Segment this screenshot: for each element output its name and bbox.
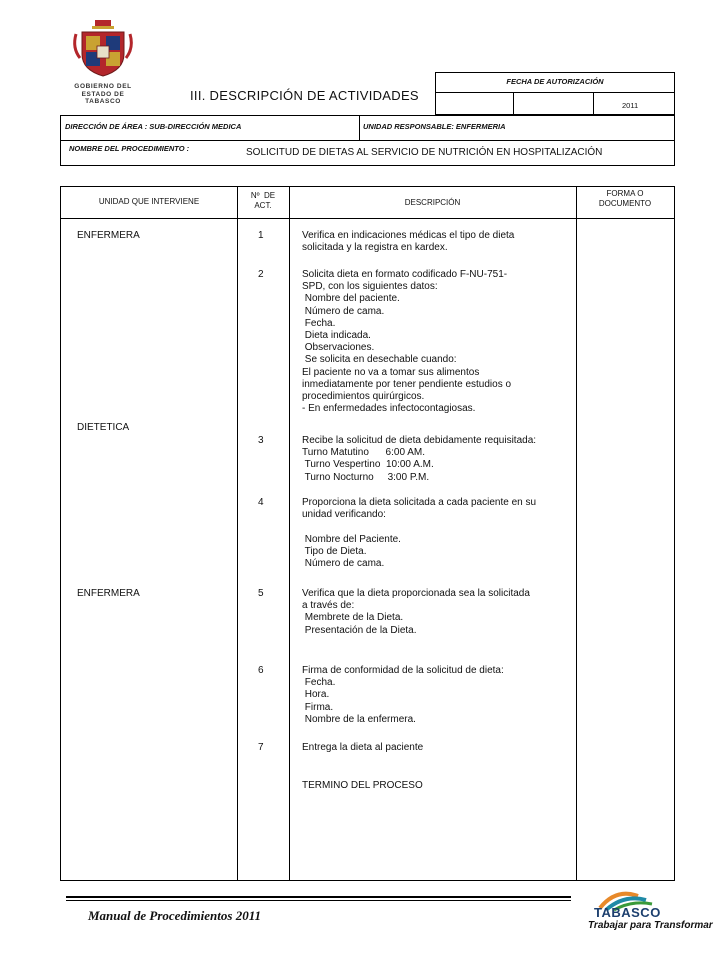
brand-slogan: Trabajar para Transformar bbox=[588, 920, 713, 931]
col-header-num: Nº DE ACT. bbox=[250, 191, 276, 210]
activity-description: Firma de conformidad de la solicitud de dieta: Fecha. Hora. Firma. Nombre de la enfermera. bbox=[302, 665, 504, 725]
manual-title: Manual de Procedimientos 2011 bbox=[88, 908, 261, 923]
activity-description: Verifica en indicaciones médicas el tipo de dieta solicitada y la registra en kardex. bbox=[302, 230, 515, 254]
direccion-area: DIRECCIÓN DE ÁREA : SUB-DIRECCIÓN MEDICA bbox=[65, 122, 242, 131]
activity-number: 2 bbox=[258, 269, 264, 280]
state-coat-of-arms bbox=[68, 18, 138, 105]
activity-number: 4 bbox=[258, 497, 264, 508]
procedimiento-name: SOLICITUD DE DIETAS AL SERVICIO DE NUTRICIÓN EN HOSPITALIZACIÓN bbox=[246, 147, 603, 158]
brand-name: TABASCO bbox=[594, 905, 661, 920]
activity-description: Recibe la solicitud de dieta debidamente requisitada: Turno Matutino 6:00 AM. Turno Vespertino 10:00 A.M. Turno Nocturno 3:00 P.M. bbox=[302, 435, 537, 483]
unidad-dietetica: DIETETICA bbox=[77, 422, 130, 433]
activity-number: 3 bbox=[258, 435, 264, 446]
activity-description: Entrega la dieta al paciente bbox=[302, 742, 424, 753]
activity-number: 1 bbox=[258, 230, 264, 241]
unidad-enfermera-2: ENFERMERA bbox=[77, 588, 140, 599]
activities-table bbox=[60, 186, 675, 881]
tabasco-brand bbox=[586, 886, 713, 942]
activity-description: Proporciona la dieta solicitada a cada paciente en su unidad verificando: Nombre del Paciente. Tipo de Dieta. Número de cama. bbox=[302, 497, 537, 570]
authorization-label: FECHA DE AUTORIZACIÓN bbox=[506, 77, 604, 86]
authorization-year: 2011 bbox=[622, 101, 639, 110]
activity-description: Solicita dieta en formato codificado F-NU-751- SPD, con los siguientes datos: Nombre del paciente. Número de cama. Fecha. Dieta indicada. Observaciones. Se solicita en desechable cuando: El paciente no va a tomar sus alimentos inmediatamente por tener pendiente estudios o procedimientos quirúrgicos. - En enfermedades infectocontagiosas. bbox=[302, 269, 512, 415]
end-of-process: TERMINO DEL PROCESO bbox=[302, 780, 423, 791]
footer-rule bbox=[66, 896, 571, 898]
activity-number: 6 bbox=[258, 665, 264, 676]
coat-of-arms-icon bbox=[68, 18, 138, 78]
col-header-unidad: UNIDAD QUE INTERVIENE bbox=[98, 197, 200, 206]
unidad-enfermera-1: ENFERMERA bbox=[77, 230, 140, 241]
activity-number: 5 bbox=[258, 588, 264, 599]
procedimiento-label: NOMBRE DEL PROCEDIMIENTO : bbox=[69, 144, 190, 153]
activity-number: 7 bbox=[258, 742, 264, 753]
activity-description: Verifica que la dieta proporcionada sea la solicitada a través de: Membrete de la Dieta. Presentación de la Dieta. bbox=[302, 588, 530, 636]
col-header-descripcion: DESCRIPCIÓN bbox=[404, 198, 461, 207]
section-title: III. DESCRIPCIÓN DE ACTIVIDADES bbox=[190, 88, 419, 103]
authorization-box bbox=[435, 72, 675, 115]
header-info-box bbox=[60, 115, 675, 166]
logo-caption: GOBIERNO DEL ESTADO DE TABASCO bbox=[74, 83, 132, 105]
col-header-forma: FORMA O DOCUMENTO bbox=[598, 189, 652, 208]
unidad-responsable: UNIDAD RESPONSABLE: ENFERMERIA bbox=[363, 122, 506, 131]
